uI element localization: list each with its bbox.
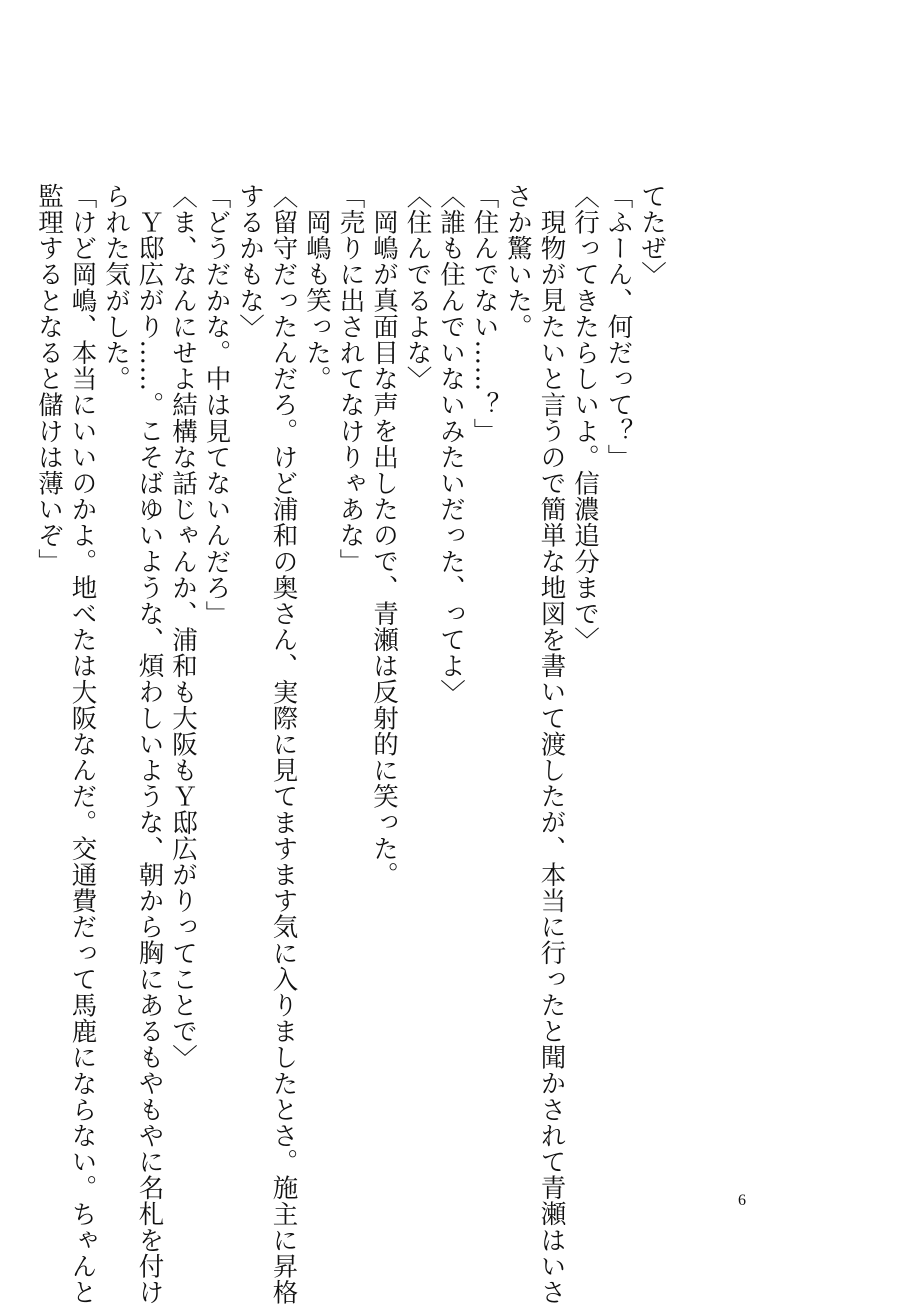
text-line: するかもな〉 bbox=[235, 183, 265, 340]
text-line: 「売りに出されてなけりゃあな」 bbox=[335, 183, 366, 575]
text-line: 岡嶋も笑った。 bbox=[302, 208, 332, 392]
text-line: 〈住んでるよな〉 bbox=[402, 183, 433, 392]
text-line: 〈留守だったんだろ。けど浦和の奥さん、実際に見てますます気に入りましたとさ。施主に昇格 bbox=[268, 183, 299, 1306]
text-line: 監理するとなると儲けは薄いぞ」 bbox=[34, 183, 64, 575]
vertical-text-body bbox=[32, 183, 669, 1306]
text-line: 「どうだかな。中は見てないんだろ」 bbox=[201, 183, 232, 627]
text-line: 岡嶋が真面目な声を出したので、青瀬は反射的に笑った。 bbox=[369, 208, 399, 888]
text-line: 現物が見たいと言うので簡単な地図を書いて渡したが、本当に行ったと聞かされて青瀬はいさ bbox=[536, 208, 567, 1305]
text-line: てたぜ〉 bbox=[637, 183, 667, 288]
text-line: 〈ま、なんにせよ結構な話じゃんか、浦和も大阪もＹ邸広がりってことで〉 bbox=[168, 183, 198, 1071]
text-line: 「ふーん、何だって？」 bbox=[603, 183, 634, 471]
page-number: 6 bbox=[738, 1192, 746, 1209]
text-line: 「住んでない……？」 bbox=[469, 183, 500, 444]
text-line: さか驚いた。 bbox=[503, 183, 533, 340]
text-line: られた気がした。 bbox=[101, 183, 131, 392]
text-line: 「けど岡嶋、本当にいいのかよ。地べたは大阪なんだ。交通費だって馬鹿にならない。ちゃんと bbox=[67, 183, 98, 1306]
text-line: 〈誰も住んでいないみたいだった、ってよ〉 bbox=[436, 183, 466, 705]
text-line: 〈行ってきたらしいよ。信濃追分まで〉 bbox=[570, 183, 600, 653]
text-line: Ｙ邸広がり……。こそばゆいような、煩わしいような、朝から胸にあるもやもやに名札を付け bbox=[134, 208, 165, 1305]
